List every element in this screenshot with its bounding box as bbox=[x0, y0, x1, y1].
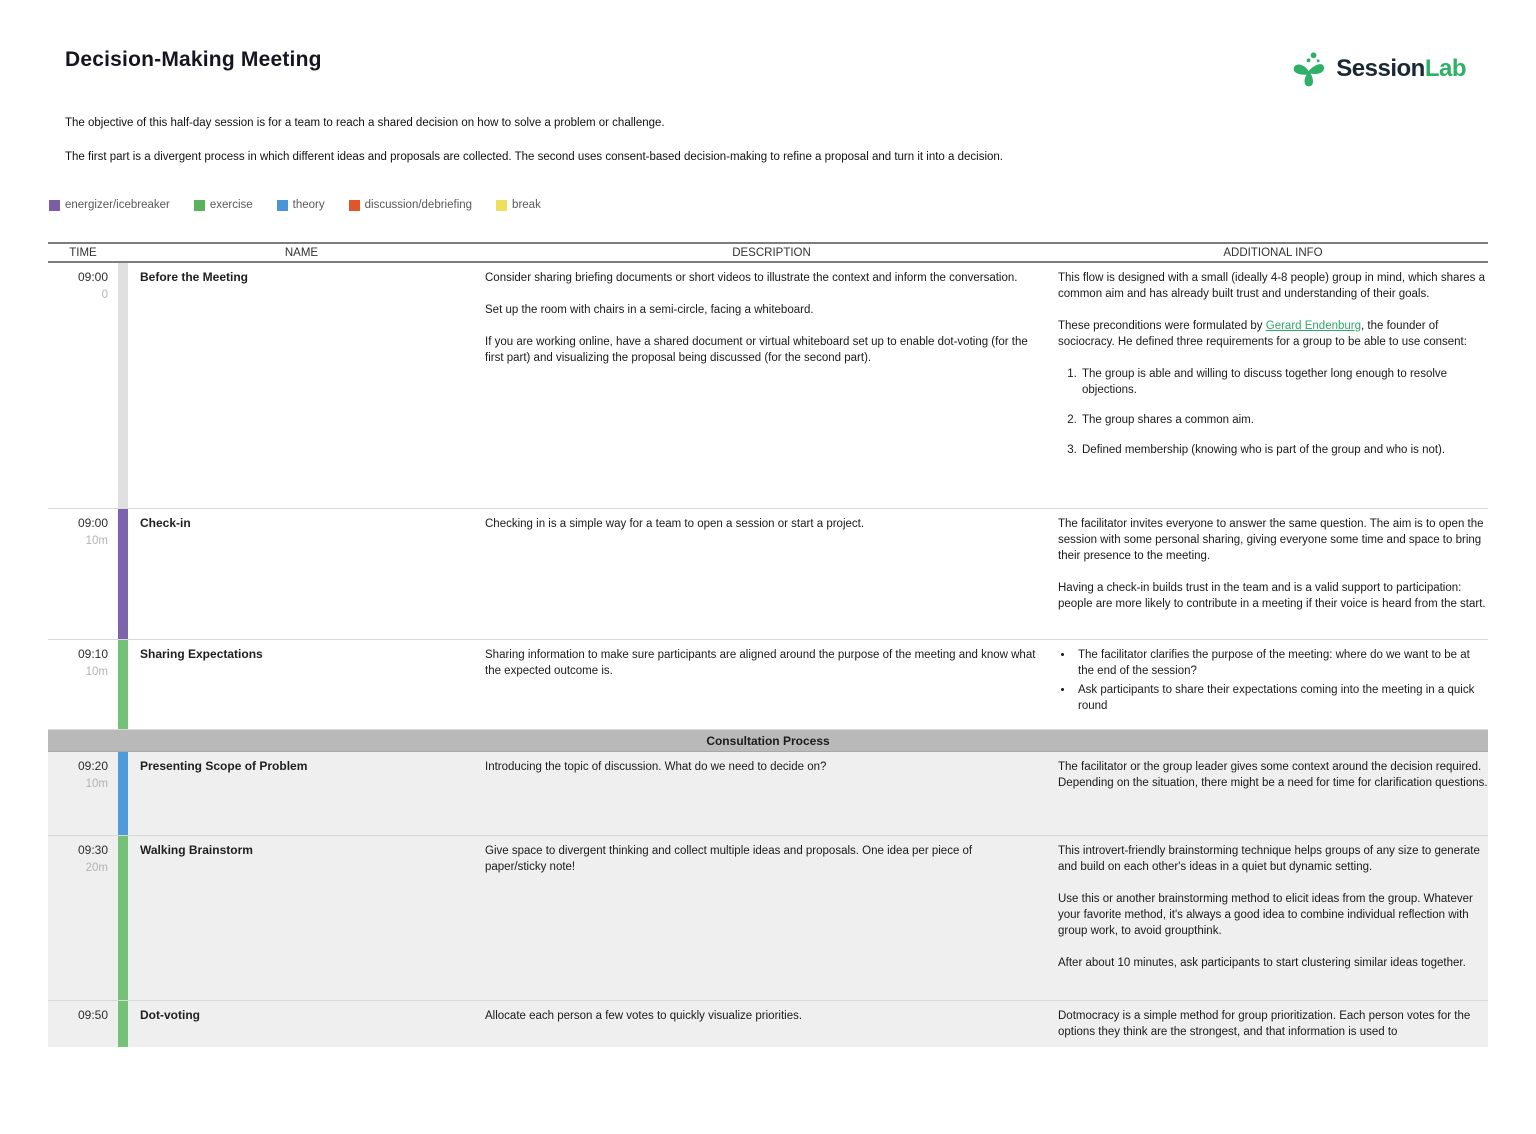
intro-paragraph: The first part is a divergent process in which different ideas and proposals are collected. The second uses consent-based decision-making to refine a proposal and turn it into a decision. bbox=[65, 151, 1003, 163]
category-color-bar bbox=[118, 752, 128, 835]
legend-item-discussion bbox=[349, 199, 472, 211]
info-text: , the founder of sociocracy. He defined three requirements for a group to be able to use consent: bbox=[1058, 320, 1467, 348]
page-title: Decision-Making Meeting bbox=[65, 48, 322, 71]
category-bar-cell bbox=[118, 752, 128, 835]
row-name: Presenting Scope of Problem bbox=[140, 759, 308, 773]
info-paragraph: After about 10 minutes, ask participants to start clustering similar ideas together. bbox=[1058, 957, 1466, 969]
column-header-time: TIME bbox=[69, 246, 97, 259]
description-paragraph: If you are working online, have a shared document or virtual whiteboard set up to enable dot-voting (for the first part) and visualizing the proposal being discussed (for the second part). bbox=[485, 336, 1028, 364]
time-cell bbox=[48, 752, 118, 835]
category-color-bar bbox=[118, 1001, 128, 1047]
info-bullet-list bbox=[1058, 647, 1488, 714]
table-row bbox=[48, 836, 1488, 1001]
row-duration: 10m bbox=[85, 535, 108, 547]
row-duration: 10m bbox=[85, 778, 108, 790]
row-duration: 10m bbox=[85, 666, 108, 678]
description-paragraph: Consider sharing briefing documents or short videos to illustrate the context and inform the conversation. bbox=[485, 272, 1018, 284]
agenda-document bbox=[0, 48, 1536, 1047]
table-header-row bbox=[48, 242, 1488, 263]
info-paragraph: Use this or another brainstorming method to elicit ideas from the group. Whatever your favorite method, it's always a good idea to combine individual reflection with group work, to avoid groupthink. bbox=[1058, 893, 1473, 937]
column-header-description: DESCRIPTION bbox=[732, 246, 811, 259]
info-paragraph bbox=[1058, 318, 1488, 350]
time-cell bbox=[48, 263, 118, 508]
description-paragraph: Sharing information to make sure participants are aligned around the purpose of the meeting and know what the expected outcome is. bbox=[485, 649, 1036, 677]
list-item: 3. Defined membership (knowing who is part of the group and who is not). bbox=[1080, 442, 1488, 458]
legend-label: theory bbox=[292, 199, 325, 211]
category-bar-cell bbox=[118, 509, 128, 639]
category-bar-cell bbox=[118, 263, 128, 508]
row-name: Sharing Expectations bbox=[140, 647, 263, 661]
legend-label: energizer/icebreaker bbox=[65, 199, 170, 211]
legend-item-break bbox=[496, 199, 541, 211]
intro-paragraph: The objective of this half-day session is for a team to reach a shared decision on how to solve a problem or challenge. bbox=[65, 117, 665, 129]
row-name: Before the Meeting bbox=[140, 270, 249, 284]
category-color-bar bbox=[118, 836, 128, 1000]
description-paragraph: Set up the room with chairs in a semi-circle, facing a whiteboard. bbox=[485, 304, 814, 316]
table-row bbox=[48, 509, 1488, 640]
additional-info-cell bbox=[1058, 263, 1488, 508]
legend-item-exercise bbox=[194, 199, 253, 211]
description-cell bbox=[485, 1001, 1058, 1047]
legend-item-theory bbox=[277, 199, 325, 211]
legend-label: discussion/debriefing bbox=[364, 199, 473, 211]
description-paragraph: Allocate each person a few votes to quickly visualize priorities. bbox=[485, 1010, 803, 1022]
row-time: 09:10 bbox=[77, 647, 108, 661]
time-cell bbox=[48, 836, 118, 1000]
agenda-table bbox=[48, 242, 1488, 1047]
additional-info-cell bbox=[1058, 640, 1488, 729]
column-header-name: NAME bbox=[284, 246, 319, 259]
table-row bbox=[48, 752, 1488, 836]
legend-label: break bbox=[512, 199, 541, 211]
category-color-bar bbox=[118, 509, 128, 639]
theory-color-swatch bbox=[277, 200, 288, 211]
list-item: • The facilitator clarifies the purpose of the meeting: where do we want to be at the end of the session? bbox=[1074, 647, 1488, 679]
legend-label: exercise bbox=[209, 199, 253, 211]
row-name: Check-in bbox=[140, 516, 191, 530]
description-cell bbox=[485, 263, 1058, 508]
logo-part-session: Session bbox=[1336, 55, 1425, 82]
row-name: Walking Brainstorm bbox=[140, 843, 253, 857]
sessionlab-star-icon bbox=[1287, 48, 1331, 90]
additional-info-cell bbox=[1058, 836, 1488, 1000]
row-duration: 20m bbox=[85, 862, 108, 874]
additional-info-cell bbox=[1058, 509, 1488, 639]
row-time: 09:30 bbox=[77, 843, 108, 857]
category-color-bar bbox=[118, 640, 128, 729]
info-paragraph: The facilitator or the group leader gives some context around the decision required. bbox=[1058, 761, 1482, 773]
category-bar-cell bbox=[118, 640, 128, 729]
row-time: 09:20 bbox=[77, 759, 108, 773]
description-cell bbox=[485, 509, 1058, 639]
energizer-color-swatch bbox=[49, 200, 60, 211]
discussion-color-swatch bbox=[349, 200, 360, 211]
logo-part-lab: Lab bbox=[1424, 55, 1466, 82]
break-color-swatch bbox=[496, 200, 507, 211]
list-item: • Ask participants to share their expectations coming into the meeting in a quick round bbox=[1074, 682, 1488, 714]
category-bar-cell bbox=[118, 836, 128, 1000]
table-row bbox=[48, 1001, 1488, 1047]
gerard-endenburg-link[interactable]: Gerard Endenburg bbox=[1265, 320, 1362, 332]
list-item: 2. The group shares a common aim. bbox=[1080, 412, 1488, 428]
session-objective bbox=[65, 116, 1471, 165]
info-paragraph: This introvert-friendly brainstorming technique helps groups of any size to generate and build on each other's ideas in a quiet but dynamic setting. bbox=[1058, 845, 1480, 873]
row-time: 09:00 bbox=[77, 516, 108, 530]
table-row bbox=[48, 640, 1488, 730]
section-header: Consultation Process bbox=[48, 730, 1488, 752]
list-item: 1. The group is able and willing to discuss together long enough to resolve objections. bbox=[1080, 366, 1488, 398]
info-text: These preconditions were formulated by bbox=[1058, 320, 1266, 332]
description-cell bbox=[485, 752, 1058, 835]
table-row bbox=[48, 263, 1488, 509]
info-paragraph: Having a check-in builds trust in the team and is a valid support to participation: people are more likely to contribute in a meeting if their voice is heard from the start. bbox=[1058, 582, 1486, 610]
info-paragraph: This flow is designed with a small (ideally 4-8 people) group in mind, which shares a common aim and has already built trust and understanding of their goals. bbox=[1058, 272, 1485, 300]
additional-info-cell bbox=[1058, 752, 1488, 835]
row-duration: 0 bbox=[101, 289, 108, 301]
time-cell bbox=[48, 1001, 118, 1047]
description-cell bbox=[485, 640, 1058, 729]
category-color-bar bbox=[118, 263, 128, 508]
category-legend bbox=[49, 199, 1536, 211]
document-header bbox=[65, 48, 1466, 90]
time-cell bbox=[48, 640, 118, 729]
legend-item-energizer bbox=[49, 199, 170, 211]
description-cell bbox=[485, 836, 1058, 1000]
row-time: 09:00 bbox=[77, 270, 108, 284]
description-paragraph: Checking in is a simple way for a team to open a session or start a project. bbox=[485, 518, 865, 530]
category-bar-cell bbox=[118, 1001, 128, 1047]
info-paragraph: Dotmocracy is a simple method for group prioritization. Each person votes for the options they think are the strongest, and that information is used to bbox=[1058, 1010, 1471, 1038]
time-cell bbox=[48, 509, 118, 639]
description-paragraph: Introducing the topic of discussion. What do we need to decide on? bbox=[485, 761, 827, 773]
sessionlab-logo bbox=[1287, 48, 1466, 90]
logo-wordmark bbox=[1336, 55, 1466, 83]
exercise-color-swatch bbox=[194, 200, 205, 211]
row-name: Dot-voting bbox=[140, 1008, 200, 1022]
consent-requirements-list bbox=[1058, 366, 1488, 458]
column-header-additional-info: ADDITIONAL INFO bbox=[1223, 246, 1323, 259]
info-paragraph: Depending on the situation, there might be a need for time for clarification questions. bbox=[1058, 777, 1488, 789]
additional-info-cell bbox=[1058, 1001, 1488, 1047]
description-paragraph: Give space to divergent thinking and collect multiple ideas and proposals. One idea per piece of paper/sticky note! bbox=[485, 845, 973, 873]
row-time: 09:50 bbox=[77, 1008, 108, 1022]
info-paragraph: The facilitator invites everyone to answer the same question. The aim is to open the session with some personal sharing, giving everyone some time and space to bring their presence to the meeting. bbox=[1058, 518, 1484, 562]
